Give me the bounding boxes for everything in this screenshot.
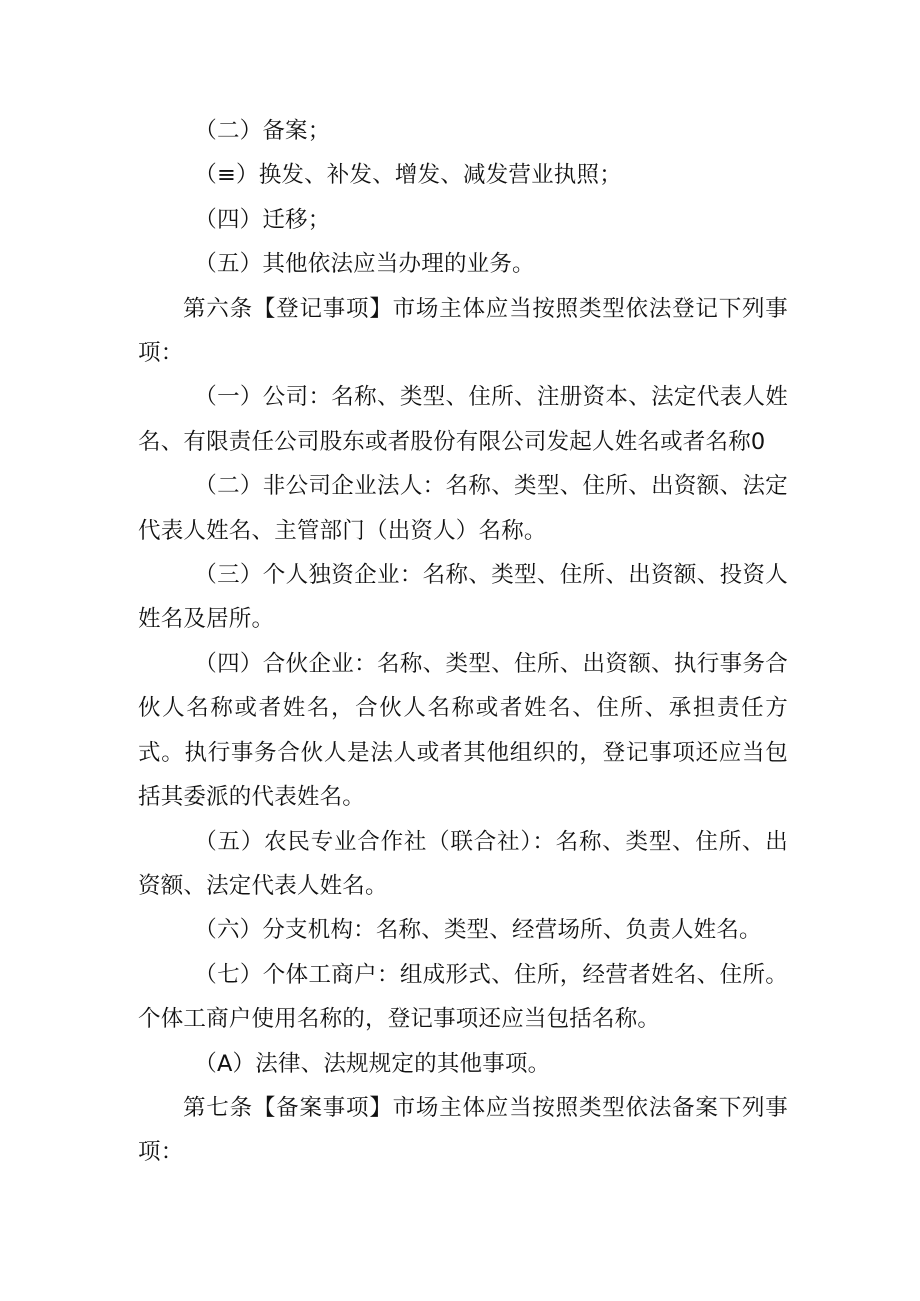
paragraph-item-license-reissue: （≡）换发、补发、增发、减发营业执照； xyxy=(194,162,622,189)
paragraph-item-cooperative: （五）农民专业合作社（联合社）：名称、类型、住所、出资额、法定代表人姓名。 xyxy=(138,828,788,899)
paragraph-item-branch: （六）分支机构：名称、类型、经营场所、负责人姓名。 xyxy=(194,917,762,944)
paragraph-item-filing: （二）备案； xyxy=(194,118,331,144)
paragraph-item-other-matters: （A）法律、法规规定的其他事项。 xyxy=(194,1050,551,1077)
paragraph-item-other-business: （五）其他依法应当办理的业务。 xyxy=(194,251,535,278)
paragraph-item-partnership: （四）合伙企业：名称、类型、住所、出资额、执行事务合伙人名称或者姓名，合伙人名称或者姓名、住所、承担责任方式。执行事务合伙人是法人或者其他组织的，登记事项还应当包括其委派的代表姓名。 xyxy=(138,650,788,811)
article-6-heading: 第六条【登记事项】市场主体应当按照类型依法登记下列事项： xyxy=(138,295,788,367)
paragraph-item-relocation: （四）迁移； xyxy=(194,206,331,233)
paragraph-item-non-company-legal-person: （二）非公司企业法人：名称、类型、住所、出资额、法定代表人姓名、主管部门（出资人）名称。 xyxy=(138,473,788,544)
paragraph-item-sole-proprietorship: （三）个人独资企业：名称、类型、住所、出资额、投资人姓名及居所。 xyxy=(138,562,788,633)
paragraph-item-individual-business: （七）个体工商户：组成形式、住所，经营者姓名、住所。个体工商户使用名称的，登记事项还应当包括名称。 xyxy=(138,961,788,1033)
article-7-heading: 第七条【备案事项】市场主体应当按照类型依法备案下列事项： xyxy=(138,1094,788,1166)
paragraph-item-company: （一）公司：名称、类型、住所、注册资本、法定代表人姓名、有限责任公司股东或者股份有限公司发起人姓名或者名称0 xyxy=(138,384,788,455)
document-body xyxy=(138,109,788,1175)
